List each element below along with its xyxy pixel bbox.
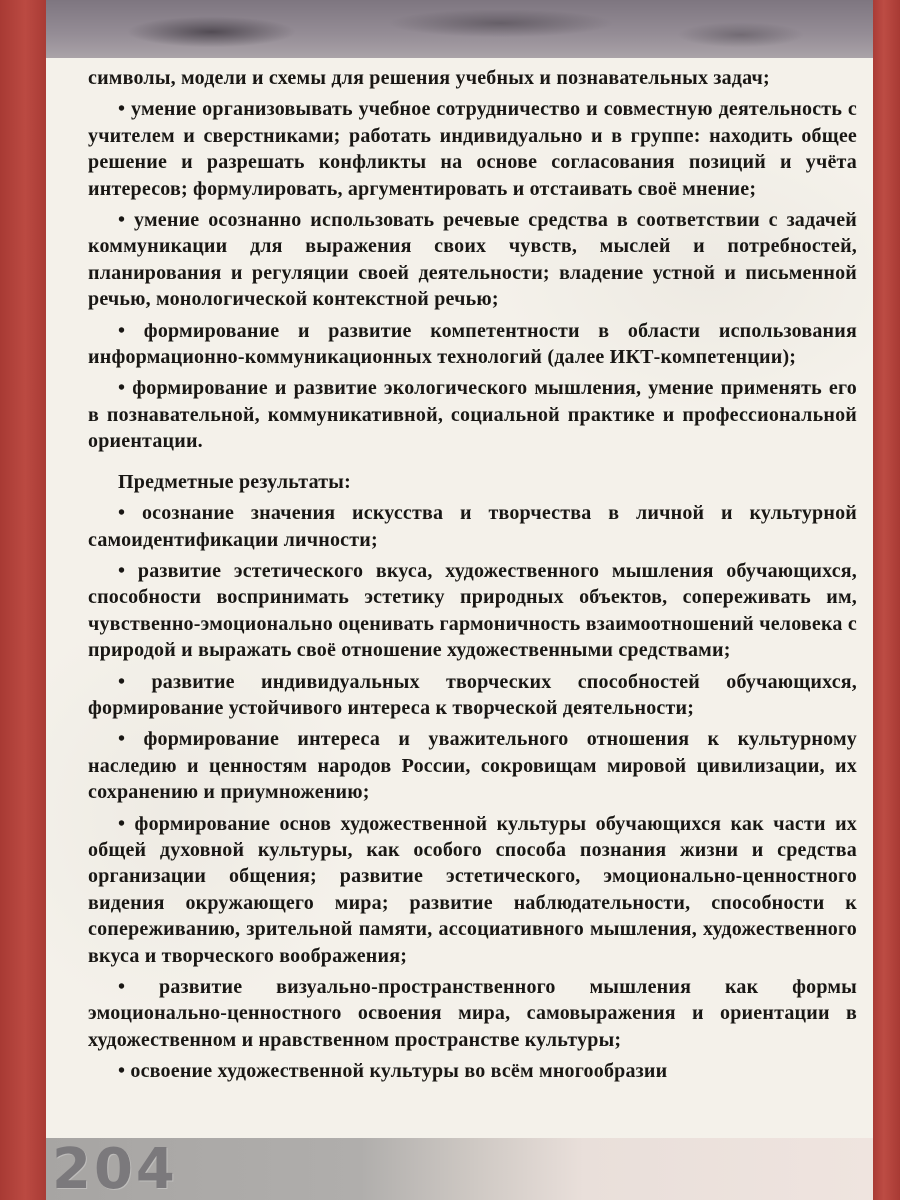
page-text xyxy=(88,65,857,1085)
page-number: 204 xyxy=(52,1137,178,1200)
bullet-paragraph: • умение организовывать учебное сотрудничество и совместную деятельность с учителем и сверстниками; работать индивидуально и в группе: находить общее решение и разрешать конфликты на основе согласования позиций и учёта интересов; формулировать, аргументировать и отстаивать своё мнение; xyxy=(88,98,857,200)
section-heading: Предметные результаты: xyxy=(118,470,351,493)
scan-top-shadow-band xyxy=(46,0,873,58)
bullet-paragraph: • умение осознанно использовать речевые средства в соответствии с задачей коммуникации для выражения своих чувств, мыслей и потребностей, планирования и регуляции своей деятельности; владение устной и письменной речью, монологической контекстной речью; xyxy=(88,209,857,311)
scan-bottom-band xyxy=(46,1138,873,1200)
bullet-paragraph: • формирование основ художественной культуры обучающихся как части их общей духовной культуры, как особого способа познания жизни и средства организации общения; развитие эстетического, эмоционально-ценностного видения окружающего мира; развитие наблюдательности, способности к сопереживанию, зрительной памяти, ассоциативного мышления, художественного вкуса и творческого воображения; xyxy=(88,812,857,967)
bullet-paragraph: • освоение художественной культуры во всём многообразии xyxy=(118,1060,668,1083)
bullet-paragraph: • формирование и развитие компетентности в области использования информационно-коммуникационных технологий (далее ИКТ-компетенции); xyxy=(88,319,857,369)
bullet-paragraph: • развитие эстетического вкуса, художественного мышления обучающихся, способности воспринимать эстетику природных объектов, сопереживать им, чувственно-эмоционально оценивать гармоничность взаимоотношений человека с природой и выражать своё отношение художественными средствами; xyxy=(88,559,857,662)
bullet-paragraph: • развитие визуально-пространственного мышления как формы эмоционально-ценностного освоения мира, самовыражения и ориентации в художественном и нравственном пространстве культуры; xyxy=(88,976,857,1051)
bullet-paragraph: • осознание значения искусства и творчества в личной и культурной самоидентификации личности; xyxy=(88,502,857,551)
paragraph-continuation: символы, модели и схемы для решения учебных и познавательных задач; xyxy=(88,67,770,89)
book-cover-left-edge xyxy=(0,0,46,1200)
book-cover-right-edge xyxy=(873,0,900,1200)
bullet-paragraph: • формирование и развитие экологического мышления, умение применять его в познавательной, коммуникативной, социальной практике и профессиональной ориентации. xyxy=(88,377,857,453)
bullet-paragraph: • формирование интереса и уважительного отношения к культурному наследию и ценностям народов России, сокровищам мировой цивилизации, их сохранению и приумножению; xyxy=(88,728,857,804)
page-body xyxy=(46,58,873,1138)
bullet-paragraph: • развитие индивидуальных творческих способностей обучающихся, формирование устойчивого интереса к творческой деятельности; xyxy=(88,670,857,719)
